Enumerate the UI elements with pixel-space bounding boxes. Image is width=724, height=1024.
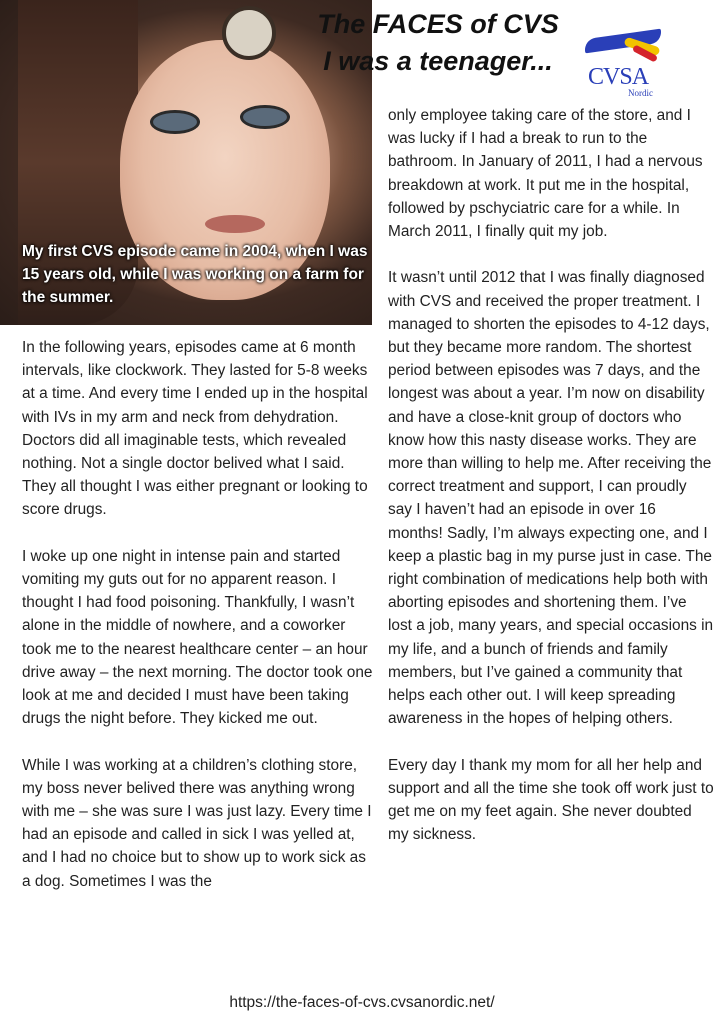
photo-lips <box>205 215 265 233</box>
cvsa-nordic-logo <box>582 28 666 100</box>
photo-eye-right <box>240 105 290 129</box>
paragraph: Every day I thank my mom for all her help and support and all the time she took off work just to get me on my feet again. She never doubted my sickness. <box>388 756 714 844</box>
paragraph: While I was working at a children’s clothing store, my boss never belived there was anything wrong with me – she was sure I was just lazy. Every time I had an episode and called in sick I was yelled at, and I had no choice but to show up to work sick as a dog. Sometimes I was the <box>22 756 372 890</box>
photo-wall-clock <box>222 6 276 60</box>
paragraph: I woke up one night in intense pain and started vomiting my guts out for no apparent reason. I thought I had food poisoning. Thankfully, I wasn’t alone in the middle of nowhere, and a coworker took me to the nearest healthcare center – an hour drive away – the next morning. The doctor took one look at me and decided I must have been taking drugs the night before. They kicked me out. <box>22 547 373 728</box>
photo-caption: My first CVS episode came in 2004, when I was 15 years old, while I was working on a farm for the summer. <box>22 243 368 306</box>
right-column <box>388 104 714 846</box>
logo-text: CVSA <box>588 64 649 90</box>
paragraph: only employee taking care of the store, and I was lucky if I had a break to run to the bathroom. In January of 2011, I had a nervous breakdown at work. It put me in the hospital, followed by pschyciatric care for a while. In March 2011, I finally quit my job. <box>388 107 703 241</box>
paragraph: It wasn’t until 2012 that I was finally diagnosed with CVS and received the proper treatment. I managed to shorten the episodes to 4-12 days, but they became more random. The shortest period between episodes was 7 days, and the longest was about a year. I’m now on disability and have a close-knit group of doctors who know how this nasty disease works. They are more than willing to help me. After receiving the correct treatment and support, I can proudly say I haven’t had an episode in over 16 months! Sadly, I’m always expecting one, and I keep a plastic bag in my purse just in case. The right combination of medications help both with aborting episodes and shortening them. I’ve lost a job, many years, and special occasions in my life, and a bunch of friends and family members, but I’ve gained a community that helps each other out. I will keep spreading awareness in the hopes of helping others. <box>388 269 714 728</box>
paragraph: In the following years, episodes came at 6 month intervals, like clockwork. They lasted for 5-8 weeks at a time. And every time I ended up in the hospital with IVs in my arm and neck from dehydration. Doctors did all imaginable tests, which revealed nothing. Not a single doctor belived what I said. They all thought I was either pregnant or looking to score drugs. <box>22 339 368 519</box>
title-line-1: The FACES of CVS <box>317 9 559 39</box>
left-column <box>22 336 374 893</box>
page-title <box>288 6 588 80</box>
footer-url[interactable]: https://the-faces-of-cvs.cvsanordic.net/ <box>229 994 495 1011</box>
photo-eye-left <box>150 110 200 134</box>
title-line-2: I was a teenager... <box>323 46 553 76</box>
logo-subtext: Nordic <box>628 88 653 98</box>
